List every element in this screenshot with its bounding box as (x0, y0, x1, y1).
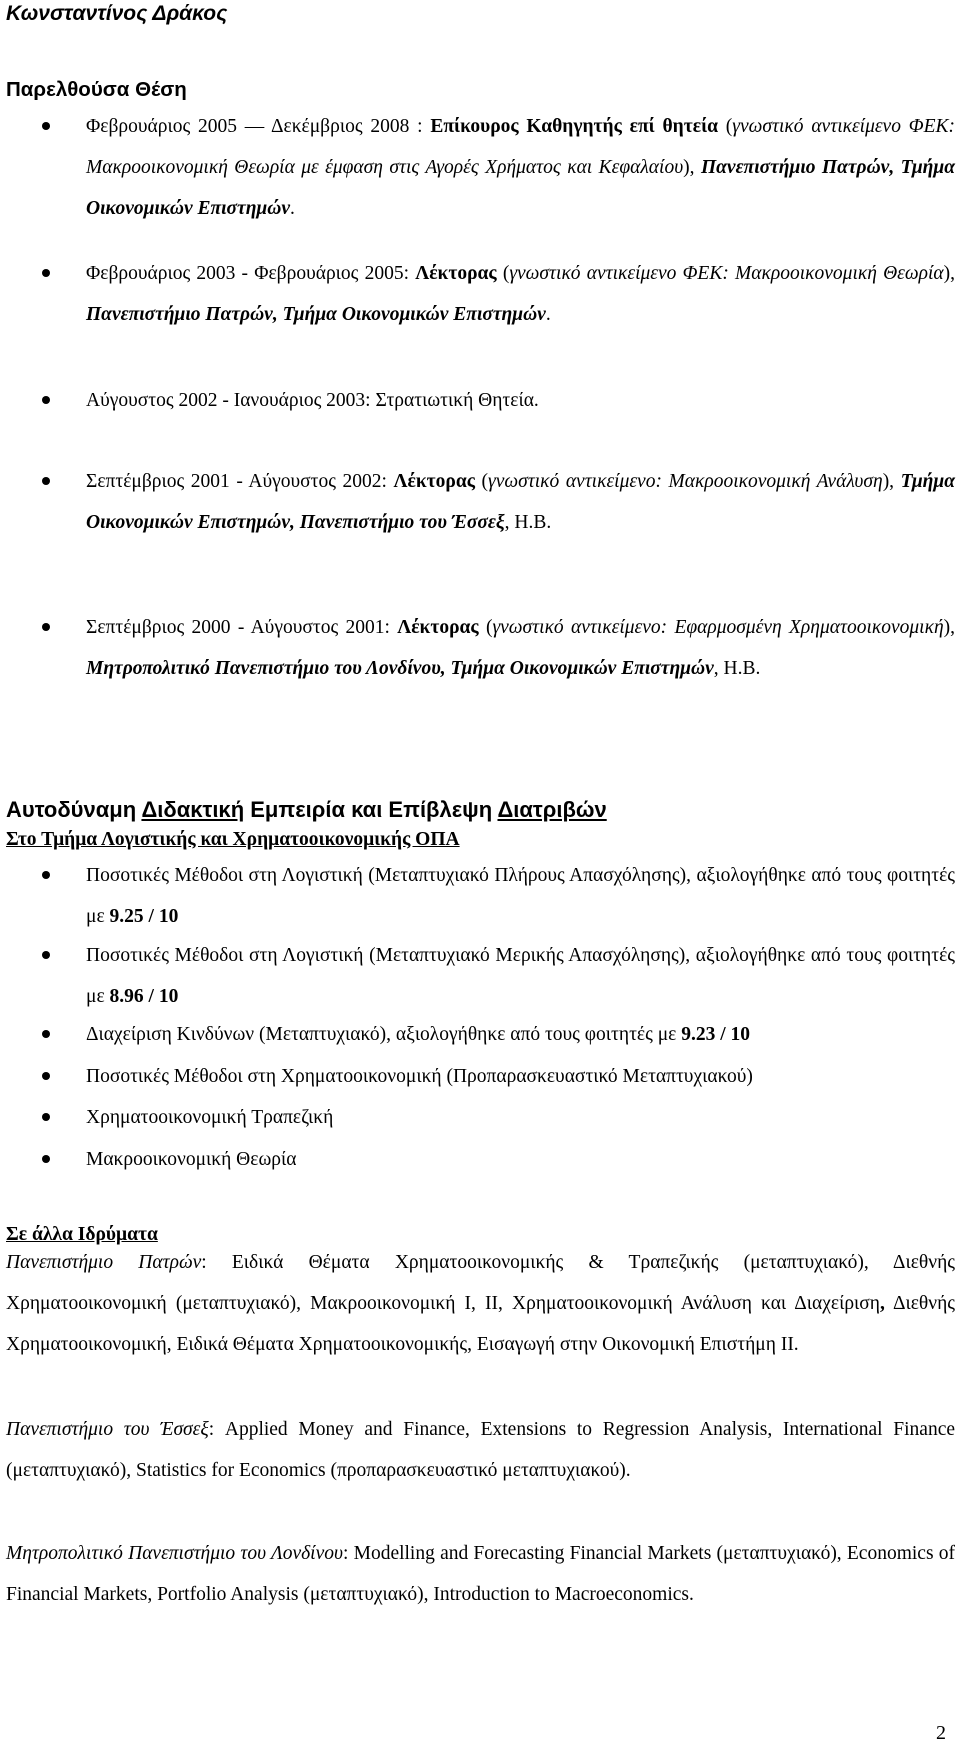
course-entry: Ποσοτικές Μέθοδοι στη Λογιστική (Μεταπτυχιακό Πλήρους Απασχόλησης), αξιολογήθηκε από τους φοιτητές με 9.25 / 10 (86, 865, 955, 927)
bullet-icon (42, 623, 50, 631)
bullet-icon (42, 871, 50, 879)
subheading-other-institutions: Σε άλλα Ιδρύματα (6, 1224, 158, 1245)
bullet-icon (42, 477, 50, 485)
subject-label: γνωστικό αντικείμενο: (492, 617, 668, 638)
position-entry: Σεπτέμβριος 2001 - Αύγουστος 2002: Λέκτορας (γνωστικό αντικείμενο: Μακροοικονομική Ανάλυση), Τμήμα Οικονομικών Επιστημών, Πανεπιστήμιο του Έσσεξ, Η.Β. (86, 471, 956, 533)
position-dates: Σεπτέμβριος 2000 - Αύγουστος 2001: (86, 617, 390, 638)
position-role: Λέκτορας (415, 263, 497, 284)
bullet-icon (42, 122, 50, 130)
position-dates: Φεβρουάριος 2003 - Φεβρουάριος 2005: (86, 263, 410, 284)
position-institution: Μητροπολιτικό Πανεπιστήμιο του Λονδίνου, Τμήμα Οικονομικών Επιστημών (86, 658, 714, 679)
position-role: Λέκτορας (397, 617, 479, 638)
subject-label: γνωστικό αντικείμενο ΦΕΚ: (509, 263, 729, 284)
subheading-opa: Στο Τμήμα Λογιστικής και Χρηματοοικονομικής ΟΠΑ (6, 829, 460, 850)
bullet-icon (42, 1113, 50, 1121)
course-score: 8.96 / 10 (109, 986, 179, 1007)
bullet-icon (42, 1072, 50, 1080)
subject-label: γνωστικό αντικείμενο ΦΕΚ: (732, 116, 955, 137)
position-role: Λέκτορας (393, 471, 475, 492)
course-entry: Ποσοτικές Μέθοδοι στη Λογιστική (Μεταπτυχιακό Μερικής Απασχόλησης), αξιολογήθηκε από τους φοιτητές με 8.96 / 10 (86, 945, 955, 1007)
position-institution: Τμήμα Οικονομικών Επιστημών, Πανεπιστήμιο του Έσσεξ (86, 471, 956, 533)
position-entry: Σεπτέμβριος 2000 - Αύγουστος 2001: Λέκτορας (γνωστικό αντικείμενο: Εφαρμοσμένη Χρηματοοικονομική), Μητροπολιτικό Πανεπιστήμιο του Λονδίνου, Τμήμα Οικονομικών Επιστημών, Η.Β. (86, 617, 955, 679)
institution-name: Μητροπολιτικό Πανεπιστήμιο του Λονδίνου (6, 1543, 343, 1564)
bullet-icon (42, 1155, 50, 1163)
position-dates: Σεπτέμβριος 2001 - Αύγουστος 2002: (86, 471, 387, 492)
institution-name: Πανεπιστήμιο Πατρών (6, 1252, 202, 1273)
position-role: Επίκουρος Καθηγητής επί θητεία (430, 116, 718, 137)
course-score: 9.23 / 10 (681, 1024, 751, 1045)
subject-value: Μακροοικονομική Θεωρία με έμφαση στις Αγορές Χρήματος και Κεφαλαίου (86, 157, 684, 178)
subject-value: Εφαρμοσμένη Χρηματοοικονομική (667, 617, 944, 638)
other-institution-paragraph: Πανεπιστήμιο του Έσσεξ: Applied Money and Finance, Extensions to Regression Analysis, International Finance (μεταπτυχιακό), Statistics for Economics (προπαρασκευαστικό μεταπτυχιακού). (6, 1419, 956, 1481)
position-entry: Φεβρουάριος 2003 - Φεβρουάριος 2005: Λέκτορας (γνωστικό αντικείμενο ΦΕΚ: Μακροοικονομική Θεωρία), Πανεπιστήμιο Πατρών, Τμήμα Οικονομικών Επιστημών. (86, 263, 956, 325)
position-dates: Φεβρουάριος 2005 — Δεκέμβριος 2008 (86, 116, 410, 137)
course-entry: Μακροοικονομική Θεωρία (86, 1149, 297, 1170)
bullet-icon (42, 269, 50, 277)
institution-name: Πανεπιστήμιο του Έσσεξ (6, 1419, 209, 1440)
other-institution-paragraph: Πανεπιστήμιο Πατρών: Ειδικά Θέματα Χρηματοοικονομικής & Τραπεζικής (μεταπτυχιακό), Διεθνής Χρηματοοικονομική (μεταπτυχιακό), Μακροοικονομική Ι, ΙΙ, Χρηματοοικονομική Ανάλυση και Διαχείριση, Διεθνής Χρηματοοικονομική, Ειδικά Θέματα Χρηματοοικονομικής, Εισαγωγή στην Οικονομική Επιστήμη ΙΙ. (6, 1252, 955, 1355)
position-entry: Φεβρουάριος 2005 — Δεκέμβριος 2008 : Επίκουρος Καθηγητής επί θητεία (γνωστικό αντικείμενο ΦΕΚ: Μακροοικονομική Θεωρία με έμφαση στις Αγορές Χρήματος και Κεφαλαίου), Πανεπιστήμιο Πατρών, Τμήμα Οικονομικών Επιστημών. (86, 116, 955, 219)
course-entry: Ποσοτικές Μέθοδοι στη Χρηματοοικονομική (Προπαρασκευαστικό Μεταπτυχιακού) (86, 1066, 753, 1087)
subject-label: γνωστικό αντικείμενο: (488, 471, 662, 492)
bullet-icon (42, 1030, 50, 1038)
section-heading-teaching: Αυτοδύναμη Διδακτική Εμπειρία και Επίβλεψη Διατριβών (6, 797, 607, 822)
subject-value: Μακροοικονομική Ανάλυση (661, 471, 883, 492)
position-entry: Αύγουστος 2002 - Ιανουάριος 2003: Στρατιωτική Θητεία. (86, 390, 539, 411)
position-institution: Πανεπιστήμιο Πατρών, Τμήμα Οικονομικών Επιστημών (86, 304, 546, 325)
other-institution-paragraph: Μητροπολιτικό Πανεπιστήμιο του Λονδίνου: Modelling and Forecasting Financial Markets (μεταπτυχιακό), Economics of Financial Markets, Portfolio Analysis (μεταπτυχιακό), Introduction to Macroeconomics. (6, 1543, 956, 1605)
course-entry: Διαχείριση Κινδύνων (Μεταπτυχιακό), αξιολογήθηκε από τους φοιτητές με 9.23 / 10 (86, 1024, 751, 1045)
page-number: 2 (936, 1722, 946, 1744)
bullet-icon (42, 396, 50, 404)
course-entry: Χρηματοοικονομική Τραπεζική (86, 1107, 334, 1128)
bullet-icon (42, 951, 50, 959)
subject-value: Μακροοικονομική Θεωρία (728, 263, 944, 284)
course-score: 9.25 / 10 (109, 906, 179, 927)
section-heading-past-position: Παρελθούσα Θέση (6, 78, 187, 101)
position-institution: Πανεπιστήμιο Πατρών, Τμήμα Οικονομικών Επιστημών (86, 157, 955, 219)
author-name: Κωνσταντίνος Δράκος (6, 2, 228, 25)
